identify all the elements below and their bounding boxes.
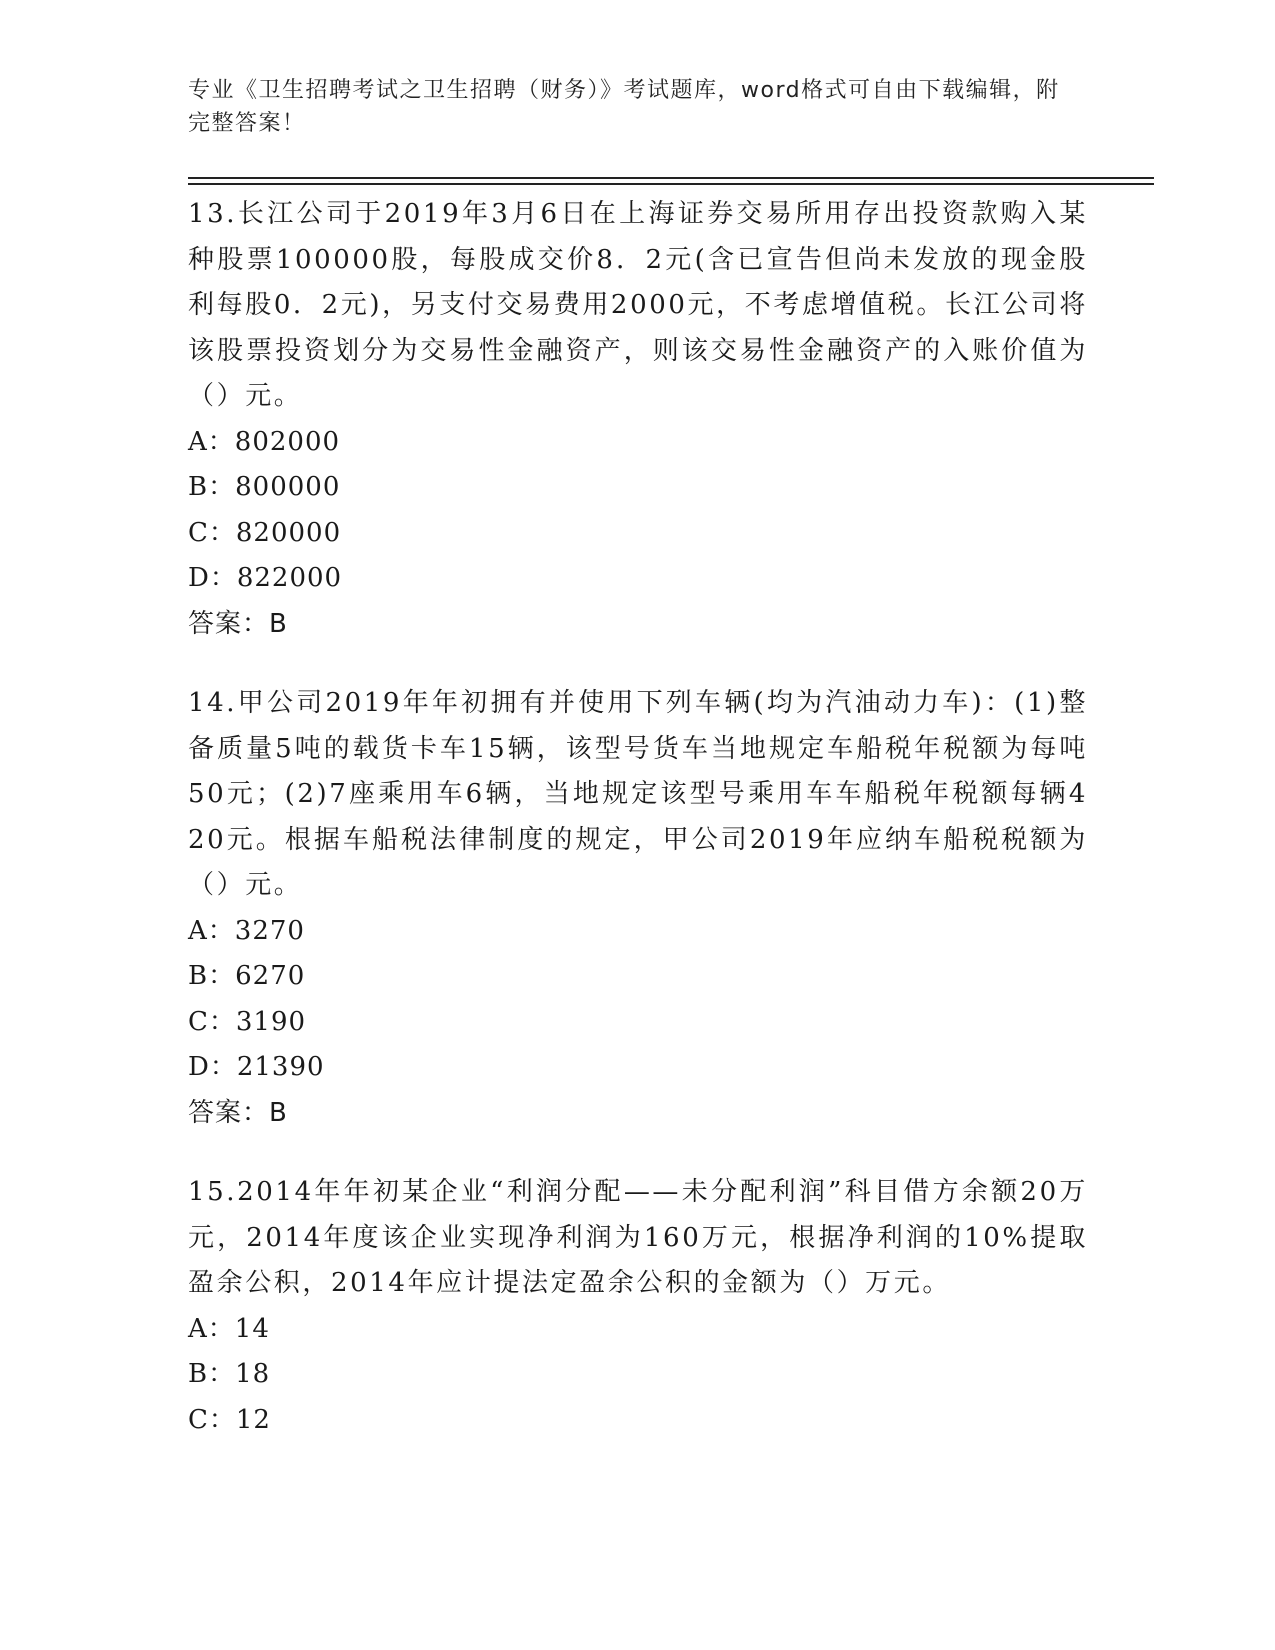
header-divider-bottom bbox=[188, 183, 1154, 185]
option-c: C：12 bbox=[188, 1404, 271, 1435]
question-15 bbox=[188, 1170, 1088, 1443]
document-header: 专业《卫生招聘考试之卫生招聘（财务）》考试题库，word格式可自由下载编辑，附完整答案！ bbox=[188, 78, 1060, 136]
answer-label: 答案：B bbox=[188, 1097, 288, 1128]
question-14 bbox=[188, 681, 1088, 1136]
option-b: B：6270 bbox=[188, 961, 306, 991]
option-c: C：3190 bbox=[188, 1006, 307, 1037]
option-a: A：3270 bbox=[188, 915, 305, 946]
header-divider-top bbox=[188, 177, 1154, 179]
question-list bbox=[188, 192, 1088, 1477]
question-stem: 14.甲公司2019年年初拥有并使用下列车辆(均为汽油动力车)：(1)整备质量5吨的载货卡车15辆，该型号货车当地规定车船税年税额为每吨50元；(2)7座乘用车6辆，当地规定该型号乘用车车船税年税额每辆420元。根据车船税法律制度的规定，甲公司2019年应纳车船税税额为（）元。 bbox=[188, 688, 1088, 900]
option-c: C：820000 bbox=[188, 517, 342, 548]
answer-label: 答案：B bbox=[188, 608, 288, 639]
question-stem: 13.长江公司于2019年3月6日在上海证券交易所用存出投资款购入某种股票100000股，每股成交价8．2元(含已宣告但尚未发放的现金股利每股0．2元)，另支付交易费用2000元，不考虑增值税。长江公司将该股票投资划分为交易性金融资产，则该交易性金融资产的入账价值为（）元。 bbox=[188, 199, 1088, 411]
question-stem: 15.2014年年初某企业“利润分配——未分配利润”科目借方余额20万元，2014年度该企业实现净利润为160万元，根据净利润的10%提取盈余公积，2014年应计提法定盈余公积的金额为（）万元。 bbox=[188, 1177, 1088, 1298]
option-b: B：800000 bbox=[188, 472, 341, 502]
option-d: D：21390 bbox=[188, 1052, 325, 1082]
option-a: A：14 bbox=[188, 1313, 270, 1344]
question-13 bbox=[188, 192, 1088, 647]
option-b: B：18 bbox=[188, 1359, 271, 1389]
option-a: A：802000 bbox=[188, 426, 341, 457]
option-d: D：822000 bbox=[188, 563, 343, 593]
